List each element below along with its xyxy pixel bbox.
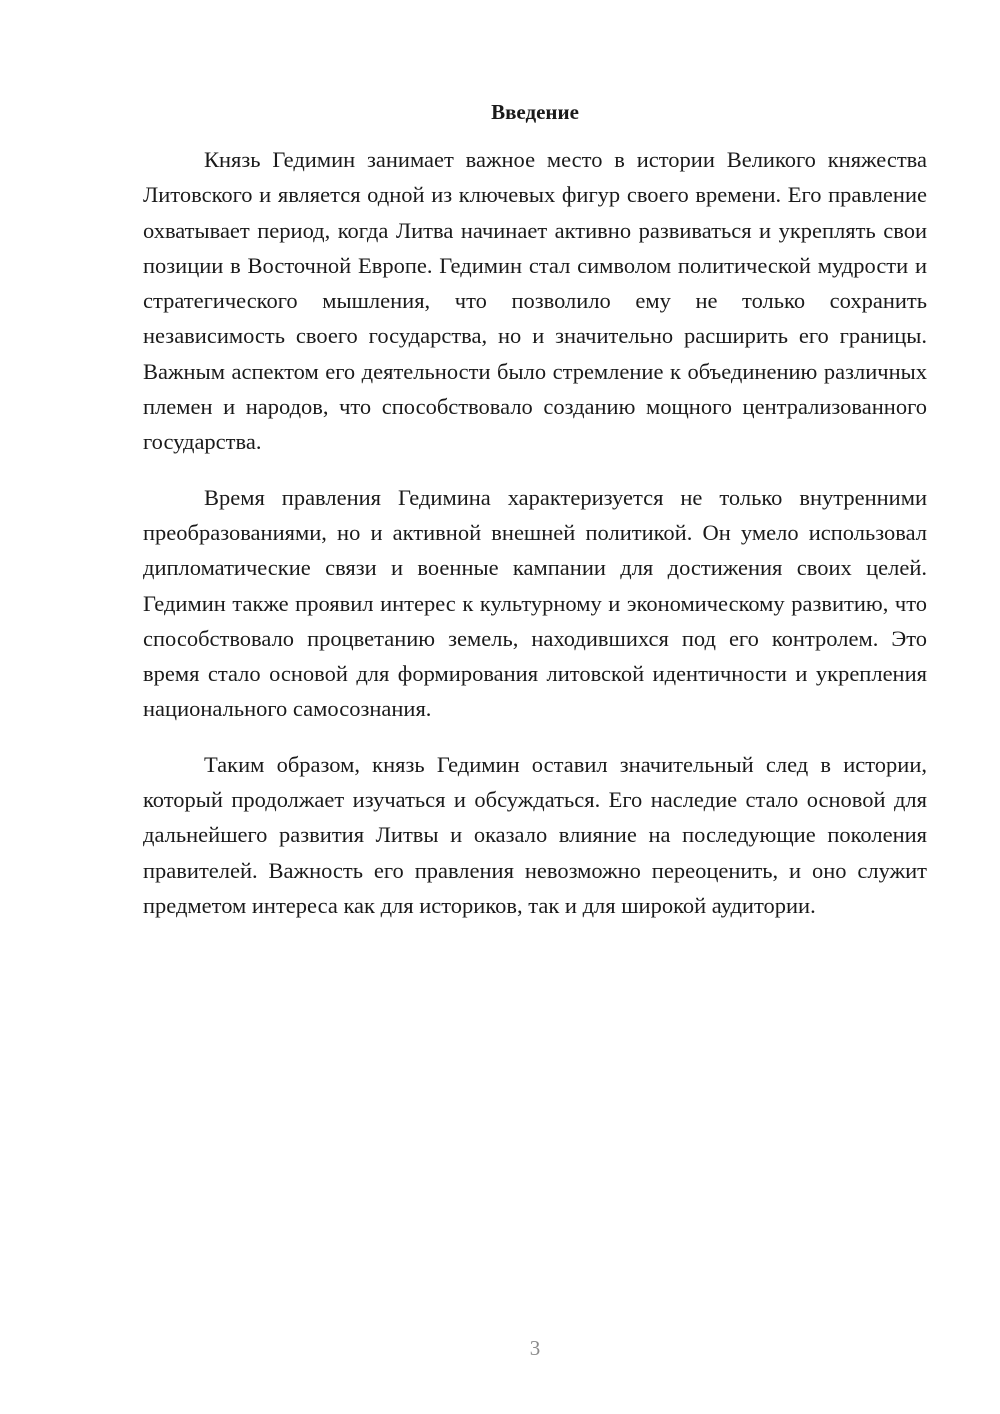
section-heading: Введение [491, 100, 579, 124]
paragraph-2: Время правления Гедимина характеризуется не только внутренними преобразованиями, но и активной внешней политикой. Он умело использовал дипломатические связи и военные кампании для достижения своих целей. Гедимин также проявил интерес к культурному и экономическому развитию, что способствовало процветанию земель, находившихся под его контролем. Это время стало основой для формирования литовской идентичности и укрепления национального самосознания. [143, 484, 927, 722]
paragraph-3: Таким образом, князь Гедимин оставил значительный след в истории, который продолжает изучаться и обсуждаться. Его наследие стало основой для дальнейшего развития Литвы и оказало влияние на последующие поколения правителей. Важность его правления невозможно переоценить, и оно служит предметом интереса как для историков, так и для широкой аудитории. [143, 751, 927, 918]
body-text [143, 142, 927, 943]
page-number: 3 [529, 1336, 541, 1360]
paragraph-1: Князь Гедимин занимает важное место в истории Великого княжества Литовского и является одной из ключевых фигур своего времени. Его правление охватывает период, когда Литва начинает активно развиваться и укреплять свои позиции в Восточной Европе. Гедимин стал символом политической мудрости и стратегического мышления, что позволило ему не только сохранить независимость своего государства, но и значительно расширить его границы. Важным аспектом его деятельности было стремление к объединению различных племен и народов, что способствовало созданию мощного централизованного государства. [143, 147, 927, 455]
